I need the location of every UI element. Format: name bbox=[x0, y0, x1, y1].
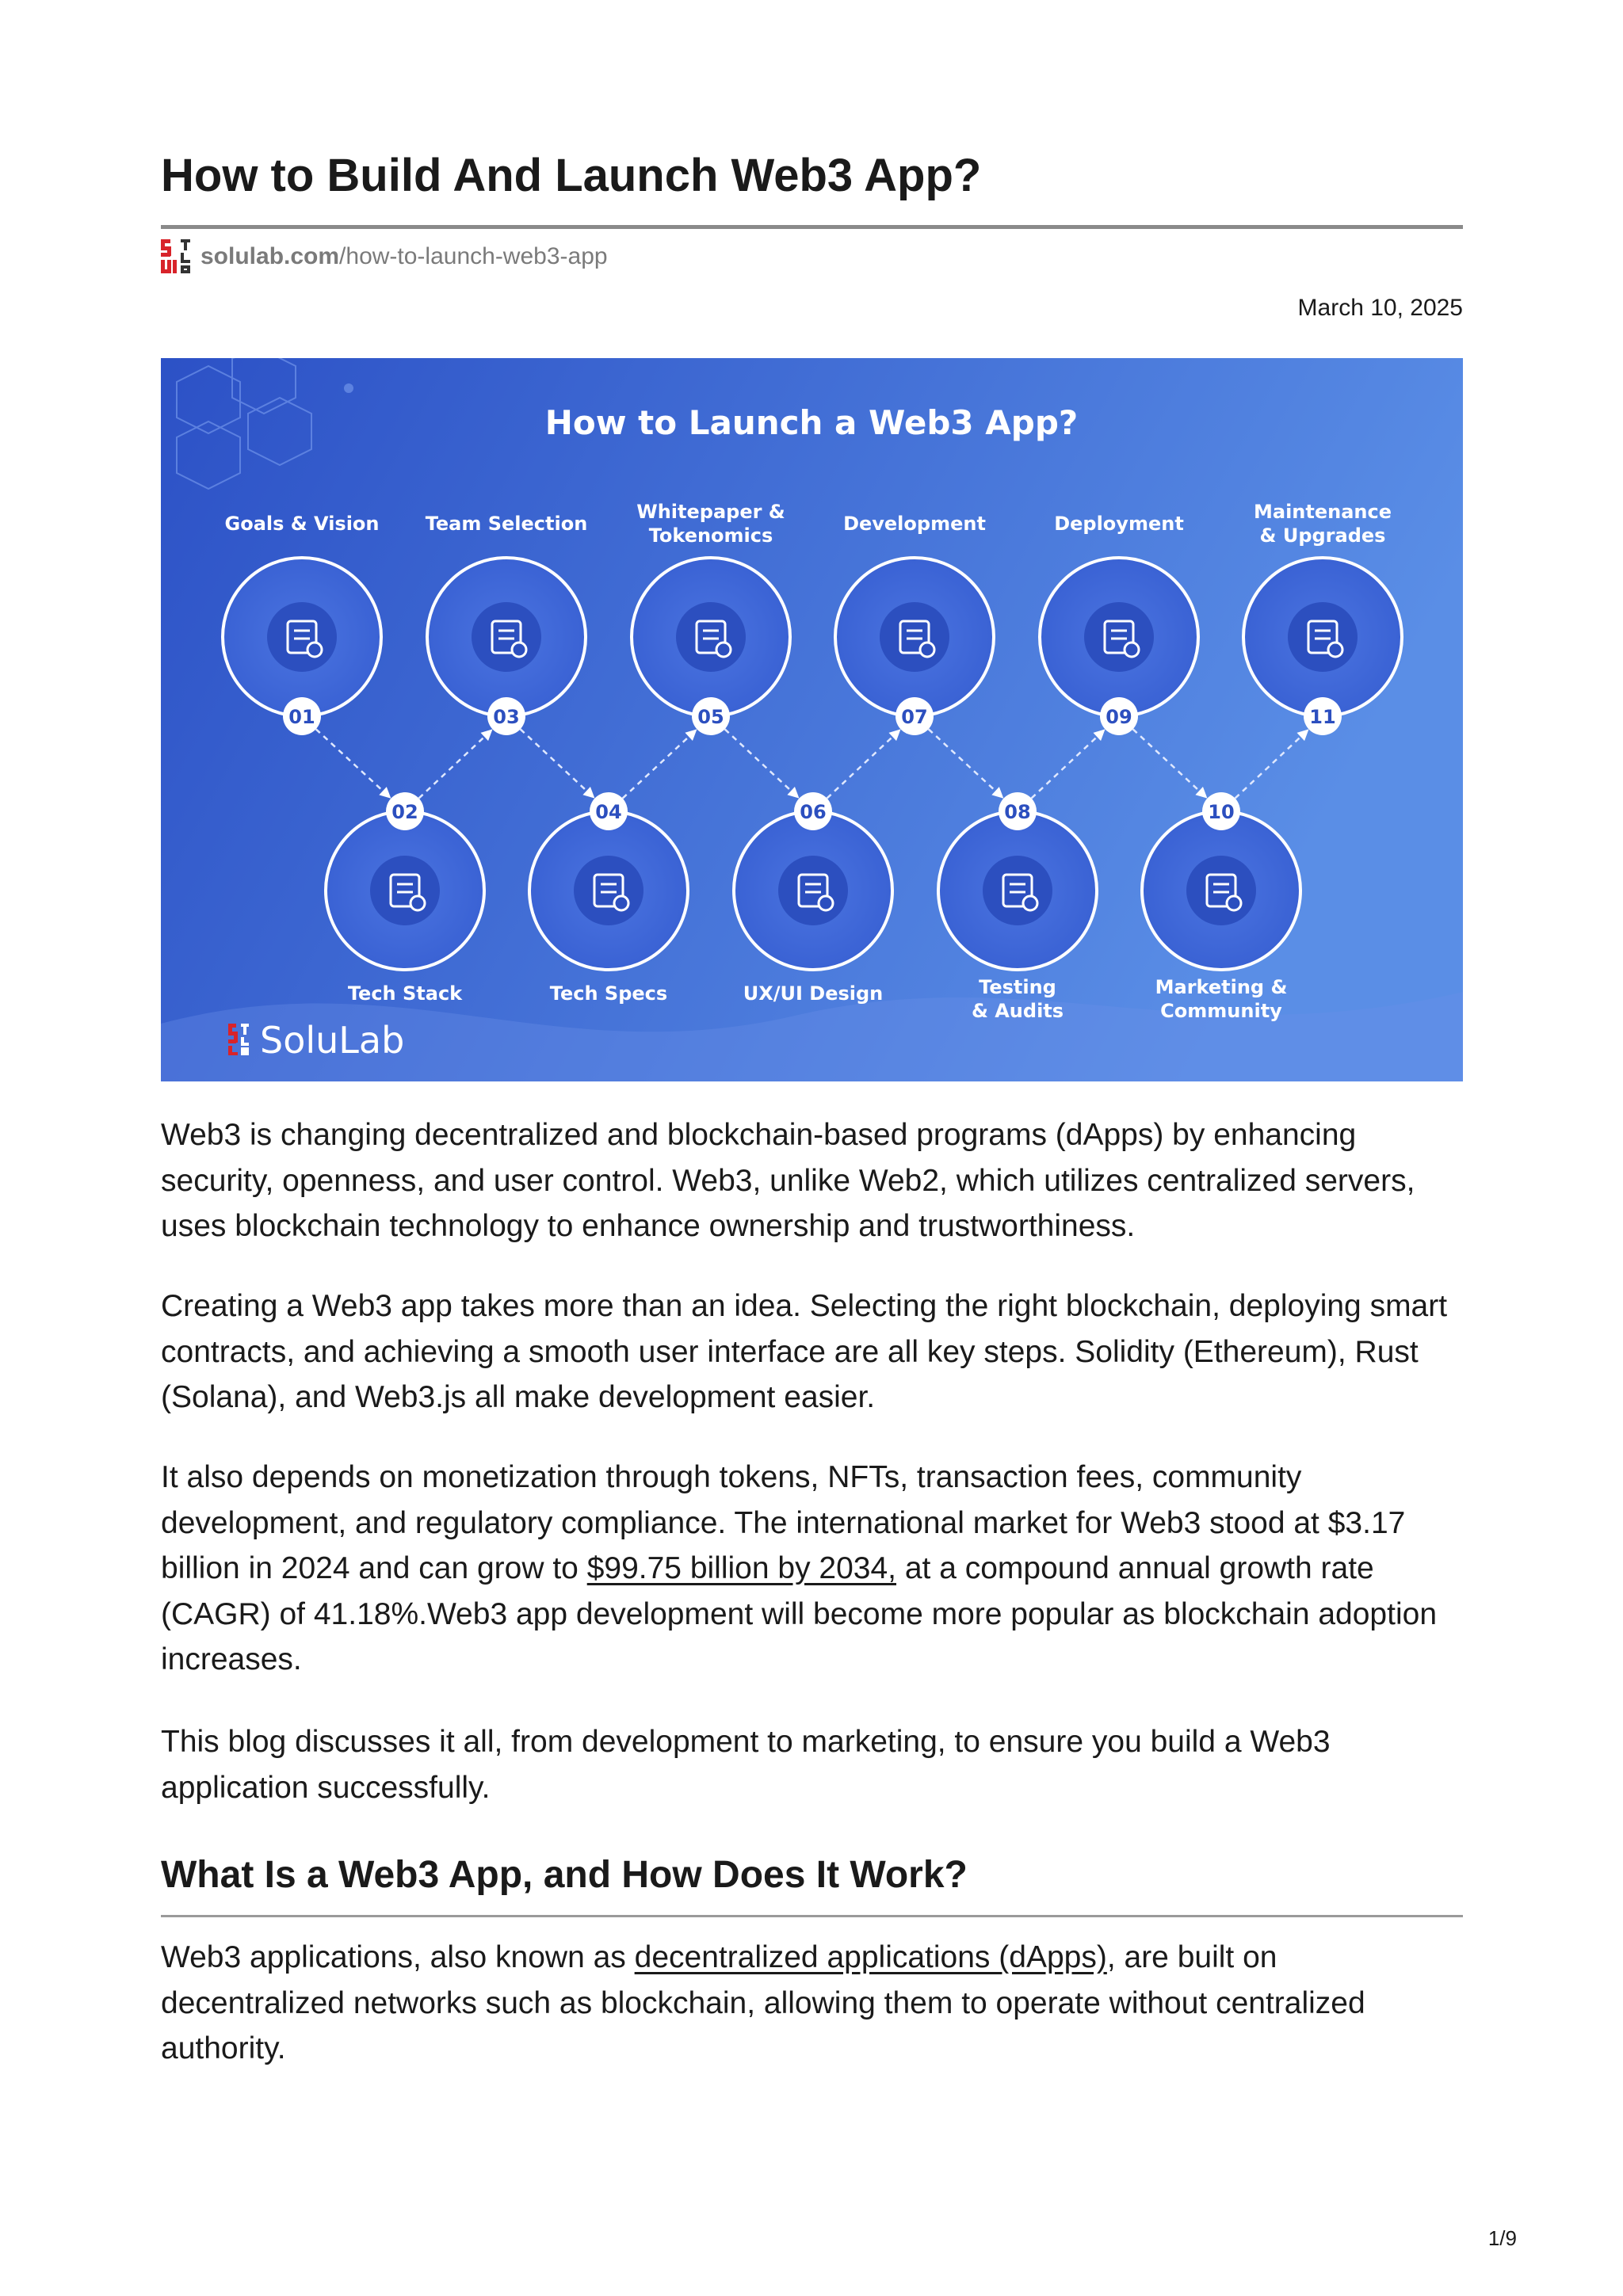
icon-glyph-gear bbox=[1023, 896, 1037, 910]
publish-date: March 10, 2025 bbox=[1297, 295, 1463, 321]
infographic-background bbox=[161, 358, 1463, 1081]
step-number: 01 bbox=[288, 706, 315, 728]
step-number: 09 bbox=[1106, 706, 1132, 728]
step-label: Team Selection bbox=[425, 513, 588, 535]
icon-glyph-gear bbox=[411, 896, 425, 910]
icon-disc bbox=[1288, 602, 1358, 672]
code-window-icon bbox=[880, 602, 949, 672]
target-growth-icon bbox=[267, 602, 337, 672]
icon-disc bbox=[1186, 856, 1256, 925]
monitor-ux-icon bbox=[778, 856, 848, 925]
infographic-title: How to Launch a Web3 App? bbox=[544, 403, 1079, 442]
step-label: Maintenance bbox=[1253, 501, 1392, 523]
server-gear-icon bbox=[370, 856, 440, 925]
step-number: 05 bbox=[697, 706, 724, 728]
step-label: Whitepaper & bbox=[636, 501, 785, 523]
step-label: & Upgrades bbox=[1259, 524, 1386, 547]
step-label: Testing bbox=[979, 976, 1056, 998]
step-number: 04 bbox=[595, 801, 622, 823]
paragraph-3-text-b: at a compound annual growth rate (CAGR) of 41.18%.Web3 app development will become more popular as blockchain adoption increases. bbox=[161, 1551, 1438, 1676]
icon-glyph-gear bbox=[920, 643, 934, 657]
brand-name: SoluLab bbox=[260, 1019, 405, 1062]
market-size-link[interactable]: $99.75 billion by 2034, bbox=[586, 1551, 897, 1585]
clipboard-icon bbox=[574, 856, 643, 925]
intro-paragraph-2: Creating a Web3 app takes more than an idea. Selecting the right blockchain, deploying smart contracts, and achieving a smooth user interface are all key steps. Solidity (Ethereum), Rust (Solana), and Web3.js all make development easier. bbox=[161, 1289, 1448, 1414]
icon-disc bbox=[1084, 602, 1154, 672]
icon-disc bbox=[676, 602, 746, 672]
article-title: How to Build And Launch Web3 App? bbox=[161, 150, 982, 201]
paragraph-3-text-a: It also depends on monetization through tokens, NFTs, transaction fees, community development, and regulatory compliance. The international market for Web3 stood at $3.17 billion in 2024 and can grow to bbox=[161, 1460, 1406, 1585]
intro-paragraph-4: This blog discusses it all, from development to marketing, to ensure you build a Web3 application successfully. bbox=[161, 1725, 1331, 1805]
laptop-rocket-icon bbox=[1084, 602, 1154, 672]
page-number: 1/9 bbox=[1487, 2226, 1517, 2250]
hero-infographic bbox=[161, 358, 1463, 1081]
step-label: Marketing & bbox=[1155, 976, 1288, 998]
step-number: 07 bbox=[901, 706, 928, 728]
icon-glyph-gear bbox=[1125, 643, 1139, 657]
step-label: Tech Specs bbox=[549, 982, 668, 1005]
section-paragraph bbox=[161, 1935, 1463, 2072]
step-label: Community bbox=[1160, 1000, 1282, 1022]
step-label: Goals & Vision bbox=[224, 513, 380, 535]
icon-disc bbox=[778, 856, 848, 925]
solulab-logo-icon bbox=[161, 239, 193, 274]
intro-paragraph-1: Web3 is changing decentralized and blockchain-based programs (dApps) by enhancing security, openness, and user control. Web3, unlike Web2, which utilizes centralized servers, uses blockchain technology to enhance ownership and trustworthiness. bbox=[161, 1118, 1415, 1243]
team-gear-icon bbox=[472, 602, 541, 672]
icon-glyph-gear bbox=[1227, 896, 1241, 910]
icon-glyph-gear bbox=[307, 643, 322, 657]
title-divider bbox=[161, 225, 1463, 229]
source-domain[interactable]: solulab.com bbox=[200, 243, 340, 269]
icon-glyph-gear bbox=[1328, 643, 1342, 657]
document-gear-icon bbox=[676, 602, 746, 672]
dapps-link[interactable]: decentralized applications (dApps) bbox=[634, 1940, 1107, 1974]
step-label: & Audits bbox=[971, 1000, 1064, 1022]
icon-glyph-gear bbox=[614, 896, 628, 910]
step-number: 02 bbox=[391, 801, 418, 823]
section-heading: What Is a Web3 App, and How Does It Work? bbox=[161, 1854, 968, 1896]
step-label: UX/UI Design bbox=[743, 982, 884, 1005]
step-label: Development bbox=[843, 513, 986, 535]
step-label: Tokenomics bbox=[648, 524, 773, 547]
step-number: 10 bbox=[1208, 801, 1235, 823]
infographic-svg bbox=[161, 358, 1463, 1081]
source-path[interactable]: /how-to-launch-web3-app bbox=[339, 243, 608, 269]
step-number: 08 bbox=[1004, 801, 1031, 823]
step-number: 03 bbox=[493, 706, 520, 728]
icon-disc bbox=[983, 856, 1052, 925]
audit-check-icon bbox=[983, 856, 1052, 925]
section-text-a: Web3 applications, also known as bbox=[161, 1940, 635, 1974]
icon-disc bbox=[880, 602, 949, 672]
icon-disc bbox=[370, 856, 440, 925]
section-text-b: , are built on decentralized networks such as blockchain, allowing them to operate without centralized authority. bbox=[161, 1940, 1365, 2065]
icon-glyph-gear bbox=[716, 643, 731, 657]
step-label: Tech Stack bbox=[347, 982, 463, 1005]
icon-disc bbox=[574, 856, 643, 925]
icon-disc bbox=[267, 602, 337, 672]
icon-glyph-gear bbox=[819, 896, 833, 910]
intro-paragraph-3 bbox=[161, 1455, 1463, 1683]
step-label: Deployment bbox=[1054, 513, 1184, 535]
step-number: 11 bbox=[1309, 706, 1336, 728]
section-divider bbox=[161, 1915, 1463, 1917]
source-line[interactable] bbox=[161, 239, 608, 274]
wrench-chart-icon bbox=[1288, 602, 1358, 672]
step-number: 06 bbox=[800, 801, 827, 823]
icon-disc bbox=[472, 602, 541, 672]
megaphone-icon bbox=[1186, 856, 1256, 925]
icon-glyph-gear bbox=[512, 643, 526, 657]
